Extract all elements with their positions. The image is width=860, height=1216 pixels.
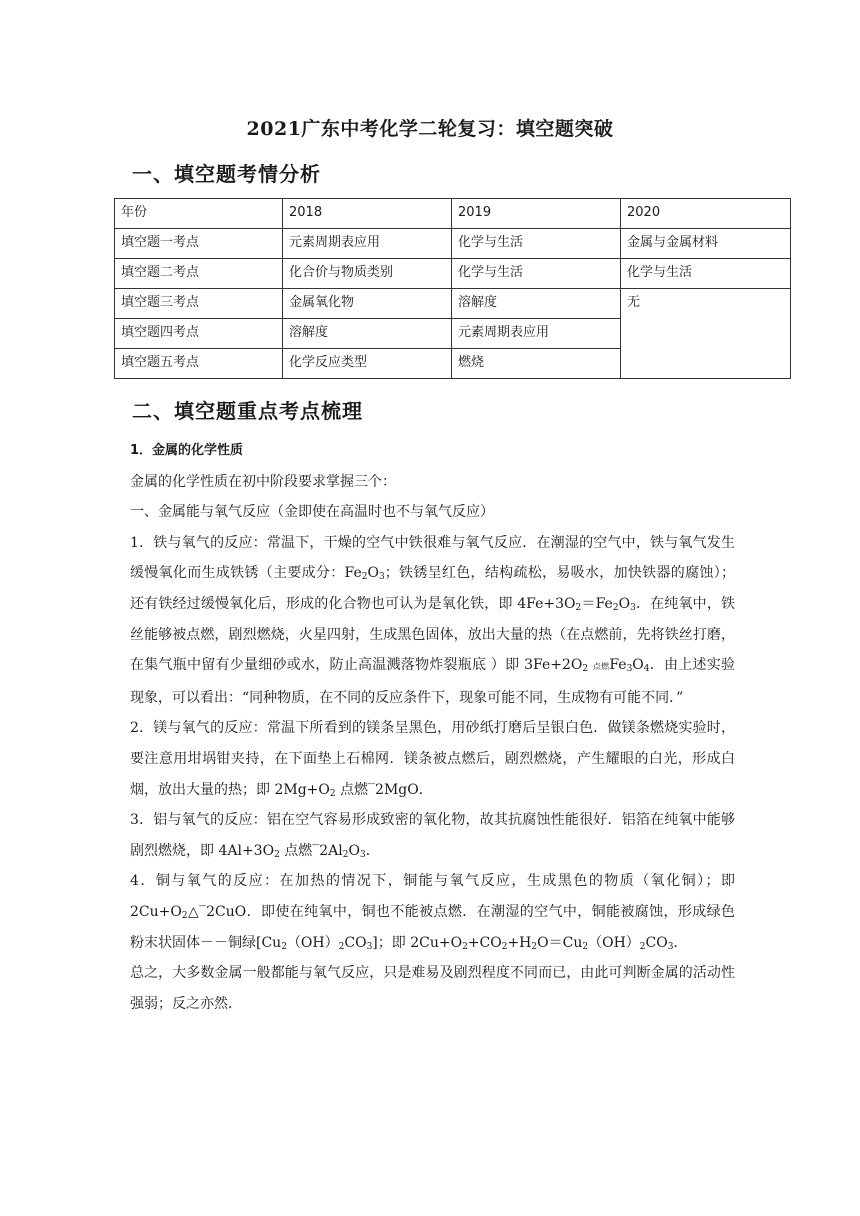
table-cell: 填空题五考点 [115,349,283,379]
table-row [115,259,791,289]
table-cell: 溶解度 [452,289,621,319]
table-cell: 化学与生活 [452,229,621,259]
text-run: （OH） [588,934,640,951]
reaction-condition: 点燃 [592,662,610,672]
text-run: 4．铜与氧气的反应：在加热的情况下，铜能与氧气反应，生成黑色的物质（氧化铜）；即 2Cu+O [130,873,735,920]
summary-paragraph: 总之，大多数金属一般都能与氧气反应，只是难易及剧烈程度不同而已，由此可判断金属的活动性强弱；反之亦然． [130,965,735,1012]
text-run: 1．铁与氧气的反应：常温下，干燥的空气中铁很难与氧气反应．在潮湿的空气中，铁与氧气发生缓慢氧化而生成铁锈（主要成分：Fe [130,534,735,582]
table-cell: 燃烧 [452,349,621,379]
text-run: 点燃‾2Al [284,842,343,859]
section-heading-key-points: 二、填空题重点考点梳理 [132,399,363,423]
text-run: ．由上述实验现象，可以看出：“同种物质，在不同的反应条件下，现象可能不同，生成物有可能不同．” [130,657,736,706]
table-header-cell: 年份 [115,199,283,229]
text-run: ． [673,934,688,951]
text-run: ．在纯氧中，铁丝能够被点燃，剧烈燃烧，火星四射，生成黑色固体，放出大量的热（在点燃前，先将铁丝打磨，在集气瓶中留有少量细砂或水，防止高温溅落物炸裂瓶底 ）即 3Fe+2O [130,595,735,674]
text-run: CO [645,934,668,951]
text-run: ；铁锈呈红色，结构疏松，易吸水，加快铁器的腐蚀）；还有铁经过缓慢氧化后，形成的化合物也可认为是氧化铁，即 4Fe+3O [130,565,736,612]
table-header-cell: 2020 [621,199,791,229]
table-cell: 溶解度 [283,319,452,349]
table-cell-merged: 无 [621,289,791,379]
paragraph-iron: 1．铁与氧气的反应：常温下，干燥的空气中铁很难与氧气反应．在潮湿的空气中，铁与氧气发生缓慢氧化而生成铁锈（主要成分：$Fe_2O_3$；铁锈呈红色，结构疏松，易吸水，加快铁器的腐蚀）；还有铁经过缓慢氧化后，形成的化合物也可认为是氧化铁，即 $4Fe+3O_2=Fe_2O_3$．在纯氧中，铁丝能够被点燃，剧烈燃烧，火星四射，生成黑色固体，放出大量的热（在点燃前，先将铁丝打磨，在集气瓶中留有少量细砂或水，防止高温溅落物炸裂瓶底 ）即 $3Fe+2O_2$ 点燃$Fe_3O_4$．由上述实验现象，可以看出：“同种物质，在不同的反应条件下，现象可能不同，生成物有可能不同．” [130,534,736,706]
text-run: +CO [467,934,502,951]
text-run: ． [365,842,380,859]
text-run: O [632,657,644,674]
table-row [115,229,791,259]
table-cell: 化学反应类型 [283,349,452,379]
text-run: Fe [609,657,627,674]
table-cell: 金属与金属材料 [621,229,791,259]
table-cell: 元素周期表应用 [452,319,621,349]
paragraph-aluminum: 3．铝与氧气的反应：铝在空气容易形成致密的氧化物，故其抗腐蚀性能很好．铝箔在纯氧中能够剧烈燃烧，即 $4Al+3O_2$ 点燃$‾2Al_2O_3$． [130,812,735,860]
point-oxygen-reaction: 一、金属能与氧气反应（金即使在高温时也不与氧气反应） [130,504,494,521]
table-header-row [115,199,791,229]
intro-paragraph: 金属的化学性质在初中阶段要求掌握三个： [130,473,396,490]
text-run: （OH） [286,934,339,951]
table-header-cell: 2018 [283,199,452,229]
table-cell: 填空题一考点 [115,229,283,259]
text-run: O＝Cu [537,934,583,951]
section-heading-analysis: 一、填空题考情分析 [132,162,321,186]
table-row [115,289,791,319]
table-cell: 化学与生活 [452,259,621,289]
table-cell: 化学与生活 [621,259,791,289]
table-cell: 金属氧化物 [283,289,452,319]
text-run: 点燃‾2MgO． [340,781,433,798]
text-run: ]；即 2Cu+O [372,934,463,951]
text-run: 2．镁与氧气的反应：常温下所看到的镁条呈黑色，用砂纸打磨后呈银白色．做镁条燃烧实验时，要注意用坩埚钳夹持，在下面垫上石棉网．镁条被点燃后，剧烈燃烧，产生耀眼的白光，形成白烟，放出大量的热；即 2Mg+O [130,720,735,798]
table-cell: 填空题四考点 [115,319,283,349]
text-run: ＝Fe [581,595,613,612]
table-cell: 填空题二考点 [115,259,283,289]
text-run: +H [507,934,532,951]
table-cell: 填空题三考点 [115,289,283,319]
subheading-metal-properties: 1．金属的化学性质 [130,443,244,458]
exam-points-table [114,198,791,379]
body-text [130,436,735,1019]
table-header-cell: 2019 [452,199,621,229]
text-run: 3．铝与氧气的反应：铝在空气容易形成致密的氧化物，故其抗腐蚀性能很好．铝箔在纯氧中能够剧烈燃烧，即 4Al+3O [130,812,735,859]
table-cell: 化合价与物质类别 [283,259,452,289]
text-run: O [618,595,631,612]
text-run: O [367,565,379,582]
paragraph-magnesium: 2．镁与氧气的反应：常温下所看到的镁条呈黑色，用砂纸打磨后呈银白色．做镁条燃烧实验时，要注意用坩埚钳夹持，在下面垫上石棉网．镁条被点燃后，剧烈燃烧，产生耀眼的白光，形成白烟，放出大量的热；即 $2Mg+O_2$ 点燃‾2MgO． [130,720,735,799]
document-title: 2021广东中考化学二轮复习：填空题突破 [246,118,614,140]
paragraph-copper: 4．铜与氧气的反应：在加热的情况下，铜能与氧气反应，生成黑色的物质（氧化铜）；即 $2Cu+O_2\triangle‾2CuO$．即使在纯氧中，铜也不能被点燃．在潮湿的空气中，铜能被腐蚀，形成绿色粉末状固体－－铜绿$[Cu_2(OH)_2CO_3]$；即 $2Cu+O_2+CO_2+H_2O=Cu_2(OH)_2CO_3$． [130,873,735,952]
text-run: △‾2CuO．即使在纯氧中，铜也不能被点燃．在潮湿的空气中，铜能被腐蚀，形成绿色粉末状固体－－铜绿[Cu [130,903,735,951]
text-run: CO [344,934,367,951]
text-run: O [348,842,360,859]
table-cell: 元素周期表应用 [283,229,452,259]
